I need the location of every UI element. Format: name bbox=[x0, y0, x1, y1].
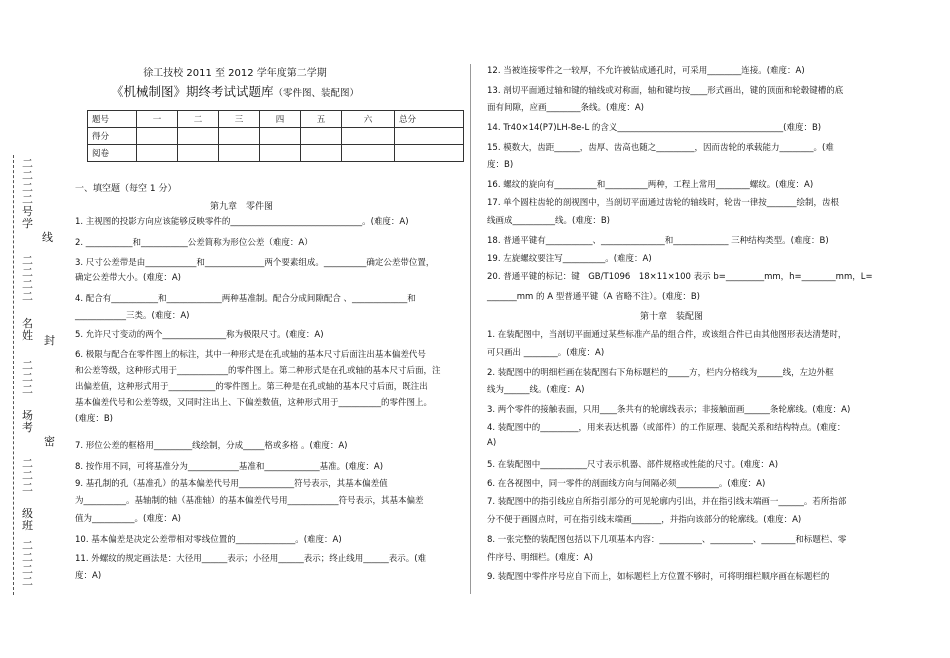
question-line: (难度：B) bbox=[75, 414, 113, 424]
score-cell[interactable] bbox=[260, 145, 301, 162]
score-header-cell: 题号 bbox=[88, 111, 137, 128]
question-line: 14. Tr40×14(P7)LH-8e-L 的含义_______________________________________(难度：B) bbox=[487, 123, 822, 133]
question-line: 2. 装配图中的明细栏画在装配图右下角标题栏的_____方，栏内分格线为______线，左边外框 bbox=[487, 368, 834, 378]
binding-dashed-line bbox=[13, 155, 14, 595]
side-dashes-5: 二 二 二 二 bbox=[22, 539, 33, 588]
question-line: 8. 一张完整的装配图包括以下几项基本内容：__________、__________、________和标题栏、零 bbox=[487, 535, 847, 545]
question-line: 11. 外螺纹的规定画法是：大径用______表示；小径用______表示；终止线用______表示。(难 bbox=[75, 554, 427, 564]
score-cell[interactable] bbox=[178, 145, 219, 162]
side-dashes-3: 二 二 二 bbox=[22, 359, 33, 396]
chapter-10-title: 第十章 装配图 bbox=[640, 312, 704, 322]
score-cell[interactable] bbox=[342, 145, 395, 162]
question-line: 6. 在各视图中，同一零件的剖面线方向与间隔必须__________。(难度：A) bbox=[487, 479, 766, 489]
score-cell[interactable] bbox=[395, 145, 464, 162]
side-label-exam-room: 场 考 bbox=[22, 409, 33, 434]
side-label-xian: 线 bbox=[42, 231, 53, 244]
score-cell[interactable] bbox=[260, 128, 301, 145]
score-header-cell: 三 bbox=[219, 111, 260, 128]
question-line: 10. 基本偏差是决定公差带相对零线位置的______________。(难度：A) bbox=[75, 535, 342, 545]
page-title bbox=[0, 82, 470, 100]
school-header: 徐工技校 2011 至 2012 学年度第二学期 bbox=[143, 68, 327, 79]
side-label-student-no: 号 学 bbox=[22, 205, 33, 230]
question-line: 6. 极限与配合在零件图上的标注，其中一种形式是在孔或轴的基本尺寸后面注出基本偏差代号 bbox=[75, 350, 426, 360]
question-line: 9. 装配图中零件序号应自下而上，如标题栏上方位置不够时，可将明细栏顺序画在标题栏的 bbox=[487, 572, 830, 582]
score-table-header-row bbox=[88, 111, 464, 128]
question-line: 线为______线。(难度：A) bbox=[487, 385, 585, 395]
score-header-cell: 一 bbox=[137, 111, 178, 128]
score-cell[interactable] bbox=[342, 128, 395, 145]
score-table bbox=[87, 110, 464, 162]
question-line: A) bbox=[487, 438, 497, 448]
question-line: 4. 配合有___________和_____________两种基准制。配合分成间隙配合 、_____________和 bbox=[75, 294, 416, 304]
question-line: 17. 单个圆柱齿轮的剖视图中，当剖切平面通过齿轮的轴线时，轮齿一律按_______绘制，齿根 bbox=[487, 198, 839, 208]
question-line: 4. 装配图中的_________，用来表达机器（或部件）的工作原理、装配关系和结构特点。(难度： bbox=[487, 423, 846, 433]
side-label-name: 名 姓 bbox=[22, 317, 33, 342]
question-line: 和公差等级，这种形式用于____________的零件图上。第二种形式是在孔或轴的基本尺寸后面，注 bbox=[75, 366, 441, 376]
question-line: ____________三类。(难度：A) bbox=[75, 311, 190, 321]
side-label-feng: 封 bbox=[44, 334, 55, 347]
question-line: 基本偏差代号和公差等级，又同时注出上、下偏差数值，这种形式用于__________的零件图上。 bbox=[75, 398, 433, 408]
question-line: 5. 允许尺寸变动的两个_______________称为极限尺寸。(难度：A) bbox=[75, 330, 324, 340]
question-line: 12. 当被连接零件之一较厚，不允许被钻成通孔时，可采用________连接。(难度：A) bbox=[487, 66, 805, 76]
score-cell[interactable] bbox=[219, 145, 260, 162]
question-line: 7. 形位公差的框格用_________线绘制，分成_____格或多格 。(难度：A) bbox=[75, 441, 348, 451]
score-header-cell: 总分 bbox=[395, 111, 464, 128]
chapter-9-title: 第九章 零件图 bbox=[210, 202, 274, 212]
score-table-row bbox=[88, 128, 464, 145]
question-line: 9. 基孔制的孔（基准孔）的基本偏差代号用_____________符号表示，其基本偏差值 bbox=[75, 479, 388, 489]
question-line: 1. 主视图的投影方向应该能够反映零件的_______________________________。(难度：A) bbox=[75, 217, 409, 227]
side-label-class: 级 班 bbox=[22, 507, 33, 532]
score-header-cell: 五 bbox=[301, 111, 342, 128]
question-line: 2. ___________和___________公差简称为形位公差（难度：A） bbox=[75, 238, 313, 248]
side-dashes-2: 二 二 二 二 bbox=[22, 254, 33, 303]
question-line: 为__________。基轴制的轴（基准轴）的基本偏差代号用____________符号表示，其基本偏差 bbox=[75, 496, 424, 506]
question-line: 度：B) bbox=[487, 160, 514, 170]
question-line: 度：A) bbox=[75, 571, 102, 581]
score-cell[interactable] bbox=[395, 128, 464, 145]
exam-title: 《机械制图》期终考试试题库 bbox=[110, 84, 274, 99]
question-line: 13. 剖切平面通过轴和键的轴线或对称面，轴和键均按____形式画出，键的顶面和轮毂键槽的底 bbox=[487, 86, 844, 96]
question-line: 1. 在装配图中，当剖切平面通过某些标准产品的组合件，或该组合件已由其他图形表达清楚时， bbox=[487, 330, 847, 340]
exam-subtitle: （零件图、装配图） bbox=[273, 88, 360, 99]
question-line: 18. 普通平键有___________、_______________和_____________ 三种结构类型。(难度：B) bbox=[487, 236, 829, 246]
question-line: 可只画出 ________。(难度：A) bbox=[487, 348, 605, 358]
question-line: 值为__________。(难度：A) bbox=[75, 514, 181, 524]
section-title: 一、填空题（每空 1 分） bbox=[75, 184, 177, 194]
question-line: 分不便于画圆点时，可在指引线末端画_______，并指向该部分的轮廓线。(难度：A) bbox=[487, 515, 802, 525]
question-line: 确定公差带大小。(难度：A) bbox=[75, 273, 181, 283]
score-header-cell: 六 bbox=[342, 111, 395, 128]
question-line: 出偏差值，这种形式用于___________的零件图上。第三种是在孔或轴的基本尺寸后面，既注出 bbox=[75, 382, 428, 392]
side-label-mi: 密 bbox=[44, 435, 55, 448]
question-line: 15. 模数大，齿距______，齿厚、齿高也随之_________，因而齿轮的承载能力________。(难 bbox=[487, 143, 834, 153]
score-table-row bbox=[88, 145, 464, 162]
question-line: 20. 普通平键的标记：键 GB/T1096 18×11×100 表示 b=_________mm，h=________mm，L= bbox=[487, 272, 873, 282]
score-cell[interactable] bbox=[178, 128, 219, 145]
question-line: 件序号、明细栏。(难度：A) bbox=[487, 553, 593, 563]
question-line: 19. 左旋螺纹要注写__________。(难度：A) bbox=[487, 254, 652, 264]
score-cell[interactable] bbox=[301, 145, 342, 162]
score-cell[interactable] bbox=[137, 128, 178, 145]
score-cell[interactable] bbox=[301, 128, 342, 145]
question-line: _______mm 的 A 型普通平键（A 省略不注）。(难度：B) bbox=[487, 292, 700, 302]
question-line: 7. 装配图中的指引线应自所指引部分的可见轮廓内引出，并在指引线末端画一______。若所指部 bbox=[487, 497, 847, 507]
question-line: 3. 尺寸公差带是由____________和______________两个要素组成。__________确定公差带位置， bbox=[75, 258, 435, 268]
score-row-label: 得分 bbox=[88, 128, 137, 145]
question-line: 3. 两个零件的接触表面，只用____条共有的轮廓线表示；非接触面画______条轮廓线。(难度：A) bbox=[487, 405, 851, 415]
question-line: 线画成__________线。(难度：B) bbox=[487, 216, 610, 226]
score-cell[interactable] bbox=[219, 128, 260, 145]
score-header-cell: 四 bbox=[260, 111, 301, 128]
question-line: 面有间隙，应画________条线。(难度：A) bbox=[487, 103, 644, 113]
side-dashes-4: 二 二 二 bbox=[22, 457, 33, 494]
score-row-label: 阅卷 bbox=[88, 145, 137, 162]
question-line: 8. 按作用不同，可将基准分为____________基准和_____________基准。(难度：A) bbox=[75, 462, 384, 472]
score-cell[interactable] bbox=[137, 145, 178, 162]
question-line: 5. 在装配图中___________尺寸表示机器、部件规格或性能的尺寸。(难度：A) bbox=[487, 460, 779, 470]
column-divider bbox=[470, 64, 471, 594]
question-line: 16. 螺纹的旋向有__________和__________两种，工程上常用________螺纹。(难度：A) bbox=[487, 180, 814, 190]
side-dashes-1: 二 二 二 二 bbox=[22, 157, 33, 206]
score-header-cell: 二 bbox=[178, 111, 219, 128]
